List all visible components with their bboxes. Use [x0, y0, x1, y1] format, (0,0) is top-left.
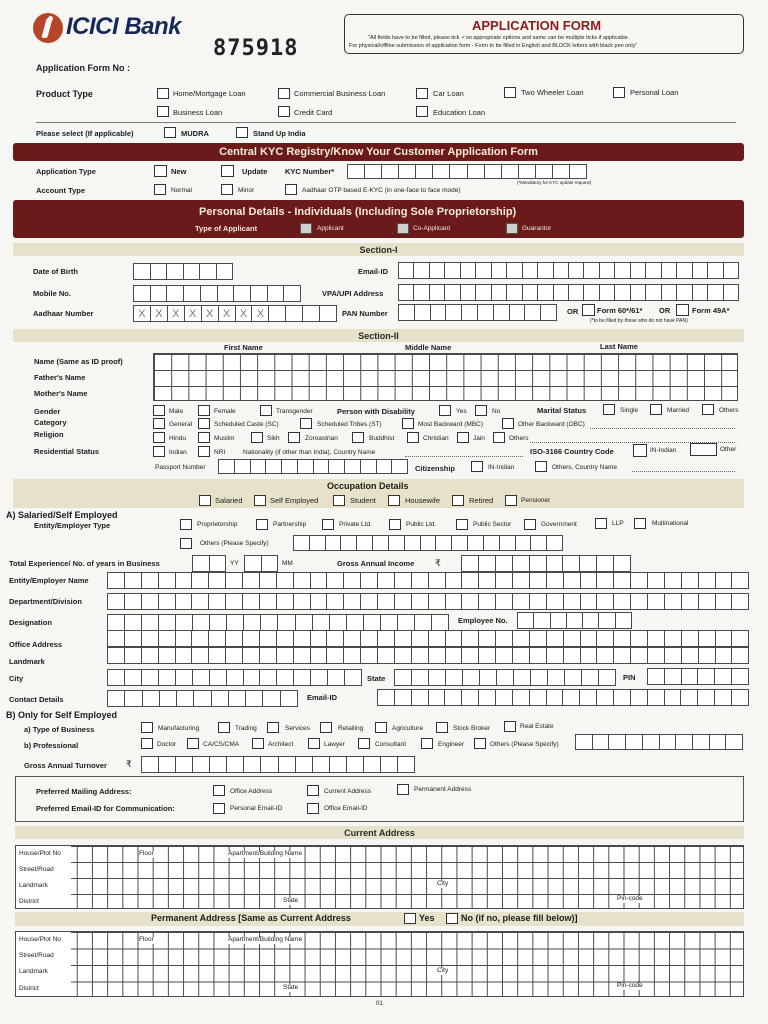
muslim-label: Muslim [214, 435, 235, 442]
marital-others-checkbox[interactable] [702, 404, 714, 415]
pensioner-checkbox[interactable] [505, 495, 517, 506]
student-label: Student [350, 496, 376, 505]
experience-label: Total Experience/ No. of years in Business [9, 559, 160, 568]
male-label: Male [169, 408, 184, 415]
obc-checkbox[interactable] [502, 418, 514, 429]
hindu-checkbox[interactable] [153, 432, 165, 443]
product-type-label: Product Type [36, 89, 93, 99]
state-label: State [367, 674, 386, 683]
engineer-label: Engineer [438, 741, 465, 748]
public-ltd-label: Public Ltd. [406, 521, 437, 528]
indian-checkbox[interactable] [153, 446, 165, 457]
please-select-label: Please select (If applicable) [36, 129, 134, 138]
christian-checkbox[interactable] [407, 432, 419, 443]
or-label-2: OR [659, 306, 671, 315]
form60-label: Form 60*/61* [597, 306, 643, 315]
section-2-bar: Section-II [13, 329, 744, 342]
mudra-checkbox[interactable] [164, 127, 176, 138]
services-label: Services [285, 725, 310, 732]
mm-label: MM [282, 560, 293, 567]
permanent-apartment-label: Apartment/Building Name [228, 936, 303, 943]
education-loan-checkbox[interactable] [416, 106, 428, 117]
public-sector-label: Public Sector [473, 521, 512, 528]
disability-yes-label: Yes [456, 408, 467, 415]
salaried-section-label: A) Salaried/Self Employed [6, 510, 118, 520]
normal-label: Normal [171, 187, 192, 194]
aadhaar-mask: X [168, 305, 185, 322]
manufacturing-checkbox[interactable] [141, 722, 153, 733]
pin-input[interactable] [647, 668, 749, 685]
permanent-address-pref-checkbox[interactable] [397, 784, 409, 795]
zoroastrian-label: Zoroastrian [305, 435, 338, 442]
personal-details-title: Personal Details - Individuals (Including Sole Proprietorship) [199, 206, 517, 218]
permanent-address-pref-label: Permanent Address [414, 786, 472, 793]
citizenship-indian-label: IN-Indian [488, 464, 515, 471]
entity-name-label: Entity/Employer Name [9, 576, 89, 585]
entity-others-checkbox[interactable] [180, 538, 192, 549]
office-email-input[interactable] [377, 689, 749, 706]
personal-email-pref-checkbox[interactable] [213, 803, 225, 814]
mudra-label: MUDRA [181, 129, 209, 138]
office-address-input-2[interactable] [107, 647, 749, 664]
real-estate-checkbox[interactable] [504, 721, 516, 732]
current-street-label: Street/Road [19, 866, 54, 873]
mbc-checkbox[interactable] [402, 418, 414, 429]
landmark-label: Landmark [9, 657, 45, 666]
same-address-no-checkbox[interactable] [446, 913, 458, 924]
co-applicant-label: Co-Applicant [413, 225, 451, 232]
aadhaar-mask: X [151, 305, 168, 322]
public-sector-checkbox[interactable] [456, 519, 468, 530]
city-input[interactable] [107, 669, 362, 686]
mailing-pref-label: Preferred Mailing Address: [36, 787, 132, 796]
st-label: Scheduled Tribes (ST) [317, 421, 382, 428]
contact-input[interactable] [107, 690, 298, 707]
designation-label: Designation [9, 618, 52, 627]
aadhaar-input[interactable] [133, 305, 337, 322]
personal-email-pref-label: Personal Email-ID [230, 805, 283, 812]
st-checkbox[interactable] [300, 418, 312, 429]
office-address-pref-checkbox[interactable] [213, 785, 225, 796]
salaried-checkbox[interactable] [199, 495, 211, 506]
vpa-label: VPA/UPI Address [322, 289, 384, 298]
business-loan-label: Business Loan [173, 108, 223, 117]
aadhaar-otp-label: Aadhaar OTP based E-KYC (in one-face to face mode) [302, 187, 461, 194]
last-name-header: Last Name [600, 342, 638, 351]
applicant-checkbox[interactable] [300, 223, 312, 234]
first-name-header: First Name [224, 343, 263, 352]
iso-other-label: Other [720, 446, 737, 453]
permanent-floor-label: Floor [139, 936, 154, 943]
iso-other-checkbox[interactable] [690, 443, 717, 456]
gender-label: Gender [34, 407, 61, 416]
proprietorship-label: Proprietorship [197, 521, 238, 528]
kyc-number-label: KYC Number* [285, 167, 335, 176]
office-email-pref-label: Office Email-ID [324, 805, 368, 812]
office-address-label: Office Address [9, 640, 63, 649]
gross-income-label: Gross Annual Income [337, 559, 415, 568]
form49a-checkbox[interactable] [676, 304, 689, 316]
home-loan-checkbox[interactable] [157, 88, 169, 99]
engineer-checkbox[interactable] [421, 738, 433, 749]
government-label: Government [541, 521, 577, 528]
hindu-label: Hindu [169, 435, 186, 442]
retired-checkbox[interactable] [452, 495, 464, 506]
disability-no-checkbox[interactable] [475, 405, 487, 416]
update-checkbox[interactable] [221, 165, 234, 177]
architect-label: Architect [268, 741, 294, 748]
email-pref-label: Preferred Email-ID for Communication: [36, 804, 175, 813]
turnover-label: Gross Annual Turnover [24, 761, 107, 770]
professional-label: b) Professional [24, 741, 79, 750]
credit-card-checkbox[interactable] [278, 106, 290, 117]
aadhaar-mask: X [236, 305, 253, 322]
permanent-address-bar [15, 912, 744, 926]
current-address-pref-checkbox[interactable] [307, 785, 319, 796]
real-estate-label: Real Estate [520, 723, 554, 730]
aadhaar-mask: X [219, 305, 236, 322]
dob-label: Date of Birth [33, 267, 78, 276]
partnership-label: Partnership [273, 521, 307, 528]
dob-input[interactable] [133, 263, 233, 280]
kyc-number-input[interactable] [347, 164, 587, 179]
car-loan-label: Car Loan [433, 89, 464, 98]
form60-checkbox[interactable] [582, 304, 595, 316]
self-employed-checkbox[interactable] [254, 495, 266, 506]
current-address-pref-label: Current Address [324, 788, 371, 795]
nationality-line [405, 456, 523, 457]
iso-indian-label: IN-Indian [650, 447, 677, 454]
department-input[interactable] [107, 593, 749, 610]
agriculture-checkbox[interactable] [375, 722, 387, 733]
pan-note: (*to be filled by those who do not have PAN) [590, 318, 688, 324]
business-type-label: a) Type of Business [24, 725, 95, 734]
consultant-checkbox[interactable] [358, 738, 370, 749]
sc-label: Scheduled Caste (SC) [214, 421, 279, 428]
nri-label: NRI [214, 449, 226, 456]
citizenship-others-label: Others, Country Name [552, 464, 618, 471]
aadhaar-label: Aadhaar Number [33, 309, 94, 318]
guarantor-checkbox[interactable] [506, 223, 518, 234]
account-type-label: Account Type [36, 186, 86, 195]
commercial-loan-label: Commercial Business Loan [294, 89, 386, 98]
prof-others-label: Others (Please Specify) [490, 741, 559, 748]
aadhaar-mask: X [252, 305, 269, 322]
male-checkbox[interactable] [153, 405, 165, 416]
trading-checkbox[interactable] [218, 722, 230, 733]
mbc-label: Most Backward (MBC) [418, 421, 484, 428]
personal-loan-checkbox[interactable] [613, 87, 625, 98]
sikh-label: Sikh [267, 435, 280, 442]
entity-name-input[interactable] [107, 572, 749, 589]
current-city-label: City [437, 880, 449, 887]
co-applicant-checkbox[interactable] [397, 223, 409, 234]
partnership-checkbox[interactable] [256, 519, 268, 530]
jain-label: Jain [473, 435, 485, 442]
married-label: Married [667, 407, 690, 414]
retailing-checkbox[interactable] [320, 722, 332, 733]
religion-others-label: Others [509, 435, 529, 442]
credit-card-label: Credit Card [294, 108, 333, 117]
nationality-label: Nationality (if other than India), Country Name [243, 449, 376, 456]
zoroastrian-checkbox[interactable] [288, 432, 300, 443]
current-house-label: House/Plot No [19, 850, 61, 857]
category-label: Category [34, 418, 67, 427]
aadhaar-mask: X [202, 305, 219, 322]
lawyer-checkbox[interactable] [308, 738, 320, 749]
minor-checkbox[interactable] [221, 184, 233, 195]
current-landmark-label: Landmark [19, 882, 48, 889]
private-ltd-label: Private Ltd. [339, 521, 372, 528]
multinational-label: Multinational [652, 520, 689, 527]
experience-months-input[interactable] [244, 555, 278, 572]
architect-checkbox[interactable] [252, 738, 264, 749]
indian-label: Indian [169, 449, 187, 456]
ckyc-section-bar: Central KYC Registry/Know Your Customer Application Form [13, 143, 744, 161]
sc-checkbox[interactable] [198, 418, 210, 429]
obc-label: Other Backward (OBC) [518, 421, 585, 428]
aadhaar-mask: X [133, 305, 151, 322]
new-label: New [171, 167, 187, 176]
christian-label: Christian [423, 435, 449, 442]
residential-label: Residential Status [34, 447, 100, 456]
same-address-yes-label: Yes [419, 913, 435, 923]
religion-label: Religion [34, 430, 64, 439]
form49a-label: Form 49A* [692, 306, 730, 315]
vpa-input[interactable] [398, 284, 739, 301]
current-apartment-label: Apartment/Building Name [228, 850, 303, 857]
name-label: Name (Same as ID proof) [34, 357, 123, 366]
housewife-label: Housewife [405, 496, 441, 505]
pensioner-label: Pensioner [521, 497, 551, 504]
citizenship-others-checkbox[interactable] [535, 461, 547, 472]
employee-no-label: Employee No. [458, 616, 508, 625]
new-checkbox[interactable] [154, 165, 167, 177]
lawyer-label: Lawyer [324, 741, 345, 748]
nri-checkbox[interactable] [198, 446, 210, 457]
permanent-street-label: Street/Road [19, 952, 54, 959]
same-address-no-label: No (if no, please fill below)] [461, 913, 578, 923]
jain-checkbox[interactable] [457, 432, 469, 443]
office-address-pref-label: Office Address [230, 788, 273, 795]
private-ltd-checkbox[interactable] [322, 519, 334, 530]
current-district-label: District [19, 898, 39, 905]
aadhaar-otp-checkbox[interactable] [285, 184, 297, 195]
or-label-1: OR [567, 307, 579, 316]
experience-years-input[interactable] [192, 555, 226, 572]
doctor-checkbox[interactable] [141, 738, 153, 749]
current-address-bar: Current Address [15, 826, 744, 839]
instructions-line-2: For physical/offline submission of application form - Form to be filled in English and BLOCK letters with black pen only" [349, 43, 638, 49]
permanent-pincode-label: Pin-code [617, 982, 643, 989]
citizenship-indian-checkbox[interactable] [471, 461, 483, 472]
citizenship-label: Citizenship [415, 464, 456, 473]
disability-no-label: No [492, 408, 501, 415]
office-email-label: Email-ID [307, 693, 338, 702]
female-label: Female [214, 408, 236, 415]
city-label: City [9, 674, 24, 683]
single-checkbox[interactable] [603, 404, 615, 415]
passport-input[interactable] [218, 459, 408, 474]
consultant-label: Consultant [375, 741, 407, 748]
current-pincode-label: Pin-code [617, 895, 643, 902]
middle-name-header: Middle Name [405, 343, 452, 352]
married-checkbox[interactable] [650, 404, 662, 415]
current-floor-label: Floor [139, 850, 154, 857]
occupation-title: Occupation Details [327, 481, 409, 491]
mobile-input[interactable] [133, 285, 301, 302]
entity-type-label: Entity/Employer Type [34, 521, 111, 530]
self-employed-section-label: B) Only for Self Employed [6, 710, 118, 720]
housewife-checkbox[interactable] [388, 495, 400, 506]
category-line [590, 428, 735, 429]
two-wheeler-label: Two Wheeler Loan [521, 88, 584, 97]
commercial-loan-checkbox[interactable] [278, 88, 290, 99]
form-no-label: Application Form No : [36, 63, 130, 73]
preferences-box [15, 776, 744, 822]
contact-details-label: Contact Details [9, 695, 64, 704]
standup-india-checkbox[interactable] [236, 127, 248, 138]
pan-input[interactable] [398, 304, 557, 321]
same-address-yes-checkbox[interactable] [404, 913, 416, 924]
buddhist-label: Buddhist [369, 435, 395, 442]
email-input[interactable] [398, 262, 739, 279]
llp-checkbox[interactable] [595, 518, 607, 529]
gross-income-rupee: ₹ [435, 558, 441, 568]
buddhist-checkbox[interactable] [352, 432, 364, 443]
office-email-pref-checkbox[interactable] [307, 803, 319, 814]
personal-loan-label: Personal Loan [630, 88, 679, 97]
government-checkbox[interactable] [524, 519, 536, 530]
email-label: Email-ID [358, 267, 389, 276]
disability-label: Person with Disability [337, 407, 415, 416]
names-grid[interactable] [153, 353, 738, 401]
car-loan-checkbox[interactable] [416, 88, 428, 99]
ca-label: CA/CS/CMA [203, 741, 240, 748]
salaried-label: Salaried [215, 496, 243, 505]
proprietorship-checkbox[interactable] [180, 519, 192, 530]
female-checkbox[interactable] [198, 405, 210, 416]
application-type-label: Application Type [36, 167, 96, 176]
permanent-district-label: District [19, 985, 39, 992]
state-input[interactable] [394, 669, 616, 686]
permanent-house-label: House/Plot No [19, 936, 61, 943]
two-wheeler-checkbox[interactable] [504, 87, 516, 98]
minor-label: Minor [238, 187, 255, 194]
transgender-label: Transgender [276, 408, 313, 415]
employee-no-input[interactable] [517, 612, 632, 629]
prof-others-checkbox[interactable] [474, 738, 486, 749]
pan-label: PAN Number [342, 309, 388, 318]
mobile-label: Mobile No. [33, 289, 71, 298]
stock-broker-checkbox[interactable] [436, 722, 448, 733]
iso-label: ISO-3166 Country Code [530, 447, 614, 456]
designation-input[interactable] [107, 614, 449, 631]
mother-name-label: Mother's Name [34, 389, 88, 398]
page-number: 01 [376, 1001, 383, 1007]
multinational-checkbox[interactable] [634, 518, 646, 529]
home-loan-label: Home/Mortgage Loan [173, 89, 246, 98]
manufacturing-label: Manufacturing [158, 725, 200, 732]
self-employed-label: Self Employed [270, 496, 319, 505]
permanent-state-label: State [283, 984, 299, 991]
current-state-label: State [283, 897, 299, 904]
disability-yes-checkbox[interactable] [439, 405, 451, 416]
passport-label: Passport Number [155, 464, 206, 471]
pin-label: PIN [623, 673, 636, 682]
section-1-bar: Section-I [13, 243, 744, 256]
office-address-input[interactable] [107, 630, 749, 647]
marital-others-label: Others [719, 407, 739, 414]
permanent-city-label: City [437, 967, 449, 974]
business-loan-checkbox[interactable] [157, 106, 169, 117]
llp-label: LLP [612, 520, 624, 527]
entity-others-label: Others (Please Specify) [200, 540, 269, 547]
instructions-line-1: "All fields have to be filled, please tick ✓on appropriate options and same can be multiple ticks if applicable. [368, 35, 630, 41]
education-loan-label: Education Loan [433, 108, 486, 117]
update-label: Update [242, 167, 268, 176]
department-label: Department/Division [9, 597, 82, 606]
agriculture-label: Agriculture [392, 725, 424, 732]
yy-label: YY [230, 560, 239, 567]
guarantor-label: Guarantor [522, 225, 552, 232]
religion-others-checkbox[interactable] [493, 432, 505, 443]
bank-name: ICICI Bank [66, 13, 182, 40]
trading-label: Trading [235, 725, 257, 732]
public-ltd-checkbox[interactable] [389, 519, 401, 530]
applicant-label: Applicant [317, 225, 344, 232]
ca-checkbox[interactable] [187, 738, 199, 749]
muslim-checkbox[interactable] [198, 432, 210, 443]
entity-others-input[interactable] [293, 535, 563, 551]
permanent-address-title: Permanent Address [Same as Current Address [151, 913, 351, 923]
marital-status-label: Marital Status [537, 406, 587, 415]
single-label: Single [620, 407, 639, 414]
retired-label: Retired [469, 496, 494, 505]
iso-indian-checkbox[interactable] [633, 444, 647, 457]
general-checkbox[interactable] [153, 418, 165, 429]
student-checkbox[interactable] [333, 495, 345, 506]
permanent-landmark-label: Landmark [19, 968, 48, 975]
gross-income-input[interactable] [461, 555, 631, 572]
turnover-input[interactable] [141, 756, 415, 773]
divider [36, 122, 736, 123]
doctor-label: Doctor [157, 741, 177, 748]
sikh-checkbox[interactable] [251, 432, 263, 443]
normal-checkbox[interactable] [154, 184, 166, 195]
turnover-rupee: ₹ [126, 759, 132, 769]
kyc-note: (*Mandatory for KYC update request) [517, 180, 592, 185]
citizenship-line [632, 471, 735, 472]
aadhaar-mask: X [185, 305, 202, 322]
stock-broker-label: Stock Broker [453, 725, 491, 732]
standup-india-label: Stand Up India [253, 129, 306, 138]
transgender-checkbox[interactable] [260, 405, 272, 416]
general-label: General [169, 421, 193, 428]
retailing-label: Retailing [338, 725, 364, 732]
services-checkbox[interactable] [267, 722, 279, 733]
form-serial-number: 875918 [213, 36, 299, 61]
father-name-label: Father's Name [34, 373, 86, 382]
application-form-title: APPLICATION FORM [472, 18, 602, 33]
type-of-applicant-label: Type of Applicant [195, 224, 258, 233]
prof-others-input[interactable] [575, 734, 743, 750]
icici-logo-icon [33, 13, 63, 43]
